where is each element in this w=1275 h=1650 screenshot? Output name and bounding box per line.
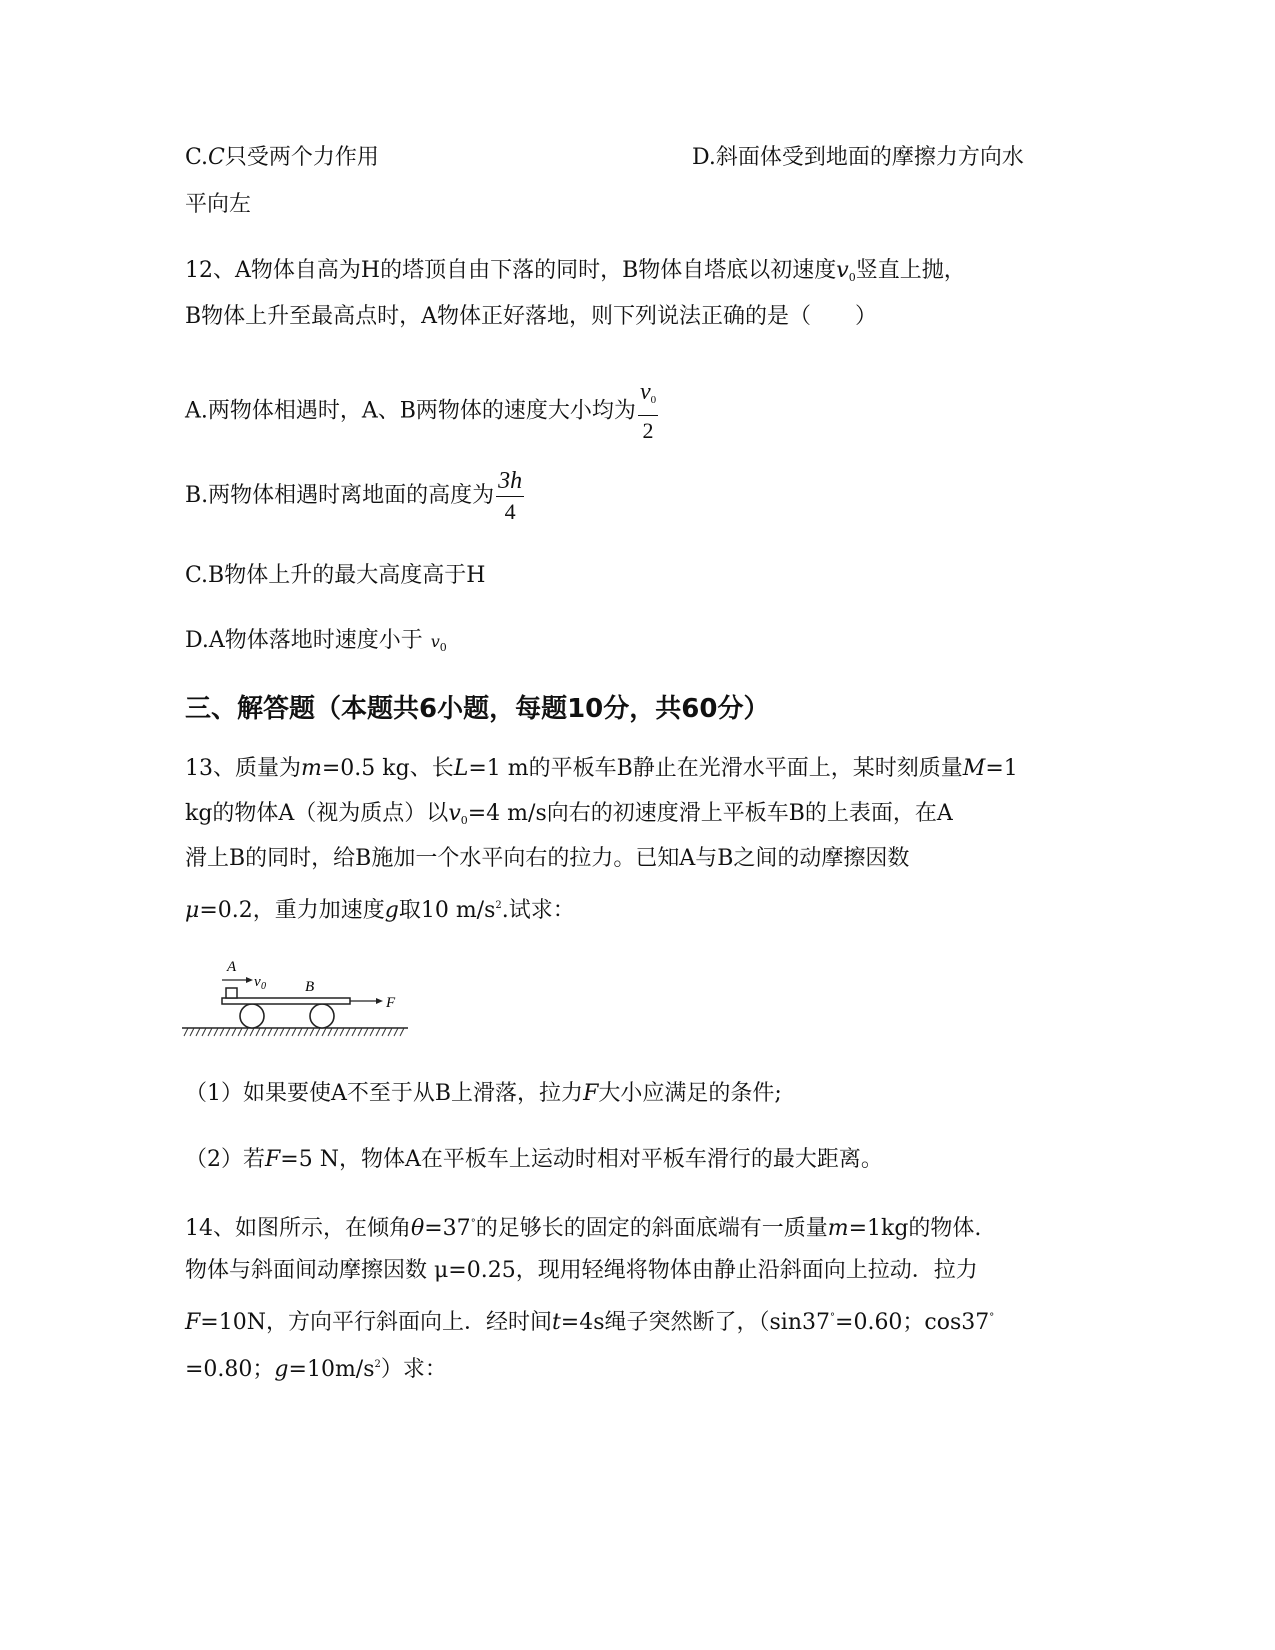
var-L: L bbox=[453, 756, 469, 781]
cart-plank bbox=[222, 998, 350, 1004]
q12-stem-text: 12、A物体自高为H的塔顶自由下落的同时，B物体自塔底以初速度 bbox=[185, 258, 837, 283]
var-t: t bbox=[551, 1310, 561, 1335]
q12-v0-var: v bbox=[836, 258, 849, 283]
section-heading: 三、解答题（本题共6小题，每题10分，共60分） bbox=[185, 694, 770, 724]
q12-option-a-fraction bbox=[638, 377, 658, 446]
fraction-numerator-sub: 0 bbox=[650, 394, 657, 406]
var-g: g bbox=[274, 1357, 289, 1382]
q11-option-c-text: 只受两个力作用 bbox=[224, 145, 379, 170]
superscript: 2 bbox=[495, 900, 502, 911]
q11-option-c-prefix: C. bbox=[185, 145, 209, 170]
q13-part2 bbox=[185, 1145, 883, 1175]
q12-option-a-text: A.两物体相遇时，A、B两物体的速度大小均为 bbox=[185, 398, 636, 424]
text: （1）如果要使A不至于从B上滑落，拉力 bbox=[185, 1081, 584, 1106]
text: 取10 m/s bbox=[398, 898, 496, 923]
text: 14、如图所示，在倾角 bbox=[185, 1216, 411, 1241]
q14-line3 bbox=[185, 1303, 994, 1338]
text: =10N，方向平行斜面向上．经时间 bbox=[200, 1310, 552, 1335]
q11-option-c bbox=[185, 143, 379, 173]
text: =10m/s bbox=[288, 1357, 375, 1382]
text: kg的物体A（视为质点）以 bbox=[185, 801, 449, 826]
var-g: g bbox=[384, 898, 399, 923]
wheel bbox=[240, 1004, 264, 1028]
var-v-sub: 0 bbox=[460, 814, 468, 827]
degree: ° bbox=[470, 1218, 476, 1229]
degree: ° bbox=[830, 1312, 836, 1323]
text: =1 m的平板车B静止在光滑水平面上，某时刻质量 bbox=[468, 756, 963, 781]
text: =0.5 kg、长 bbox=[321, 756, 454, 781]
q11-option-c-var: C bbox=[208, 145, 225, 170]
q12-option-d bbox=[185, 626, 447, 663]
fraction-denominator: 4 bbox=[504, 498, 516, 524]
var-F: F bbox=[185, 1310, 201, 1335]
degree: ° bbox=[989, 1312, 995, 1323]
text: =1kg的物体. bbox=[848, 1216, 982, 1241]
var-v: v bbox=[448, 801, 461, 826]
force-arrowhead bbox=[376, 998, 383, 1004]
wheel bbox=[310, 1004, 334, 1028]
text: =4s绳子突然断了，（sin37 bbox=[560, 1310, 831, 1335]
var-m: m bbox=[827, 1216, 849, 1241]
fraction-numerator: v bbox=[639, 379, 651, 405]
label-b: B bbox=[305, 979, 315, 995]
cart-figure bbox=[180, 950, 420, 1050]
q12-option-b-fraction bbox=[496, 466, 524, 527]
text: =0.60；cos37 bbox=[835, 1310, 990, 1335]
q14-line4 bbox=[185, 1350, 447, 1385]
q12-option-d-var: v bbox=[430, 632, 440, 651]
q14-line1 bbox=[185, 1209, 981, 1244]
block-a bbox=[226, 988, 237, 998]
text: 的足够长的固定的斜面底端有一质量 bbox=[475, 1216, 828, 1241]
q12-option-d-text: D.A物体落地时速度小于 bbox=[185, 628, 423, 653]
text: （2）若 bbox=[185, 1147, 265, 1172]
var-theta: θ bbox=[411, 1216, 425, 1241]
var-mu: μ bbox=[185, 898, 200, 923]
q11-option-d: D.斜面体受到地面的摩擦力方向水 bbox=[692, 145, 1024, 170]
q12-option-b-text: B.两物体相遇时离地面的高度为 bbox=[185, 483, 495, 508]
q12-option-a bbox=[185, 377, 658, 446]
fraction-denominator: 2 bbox=[642, 418, 654, 443]
q13-line1 bbox=[185, 754, 1018, 784]
q12-option-c: C.B物体上升的最大高度高于H bbox=[185, 563, 486, 588]
q12-v0-sub: 0 bbox=[848, 271, 856, 284]
var-F: F bbox=[583, 1081, 599, 1106]
superscript: 2 bbox=[374, 1359, 381, 1370]
q12-stem-line1 bbox=[185, 256, 966, 293]
text: =0.2，重力加速度 bbox=[199, 898, 385, 923]
text: 大小应满足的条件; bbox=[598, 1081, 782, 1106]
text: =37 bbox=[424, 1216, 471, 1241]
q14-line2: 物体与斜面间动摩擦因数 μ=0.25，现用轻绳将物体由静止沿斜面向上拉动．拉力 bbox=[185, 1258, 978, 1283]
q13-part1 bbox=[185, 1079, 782, 1109]
label-v-sub: 0 bbox=[261, 981, 266, 992]
label-a: A bbox=[227, 959, 237, 975]
text: .试求： bbox=[501, 898, 575, 923]
text: ）求： bbox=[380, 1357, 447, 1382]
q13-line2 bbox=[185, 799, 953, 836]
q12-option-b bbox=[185, 465, 524, 527]
var-M: M bbox=[962, 756, 986, 781]
q13-line3: 滑上B的同时，给B施加一个水平向右的拉力。已知A与B之间的动摩擦因数 bbox=[185, 846, 910, 871]
text: =5 N，物体A在平板车上运动时相对平板车滑行的最大距离。 bbox=[280, 1147, 883, 1172]
var-m: m bbox=[301, 756, 322, 781]
text: =0.80； bbox=[185, 1357, 275, 1382]
var-F: F bbox=[265, 1147, 281, 1172]
q12-stem-line2: B物体上升至最高点时，A物体正好落地，则下列说法正确的是（ ） bbox=[185, 304, 878, 329]
ground-hatch bbox=[184, 1028, 404, 1036]
text: =1 bbox=[985, 756, 1018, 781]
q13-line4 bbox=[185, 891, 575, 926]
label-f: F bbox=[386, 995, 396, 1011]
text: 13、质量为 bbox=[185, 756, 301, 781]
q12-option-d-sub: 0 bbox=[439, 641, 447, 654]
q12-stem-text-b: 竖直上抛， bbox=[855, 258, 966, 283]
text: =4 m/s向右的初速度滑上平板车B的上表面，在A bbox=[467, 801, 953, 826]
fraction-numerator: 3h bbox=[496, 466, 524, 497]
velocity-arrowhead bbox=[246, 977, 253, 983]
q11-option-d-continued: 平向左 bbox=[185, 192, 252, 217]
label-v: v bbox=[254, 974, 261, 990]
